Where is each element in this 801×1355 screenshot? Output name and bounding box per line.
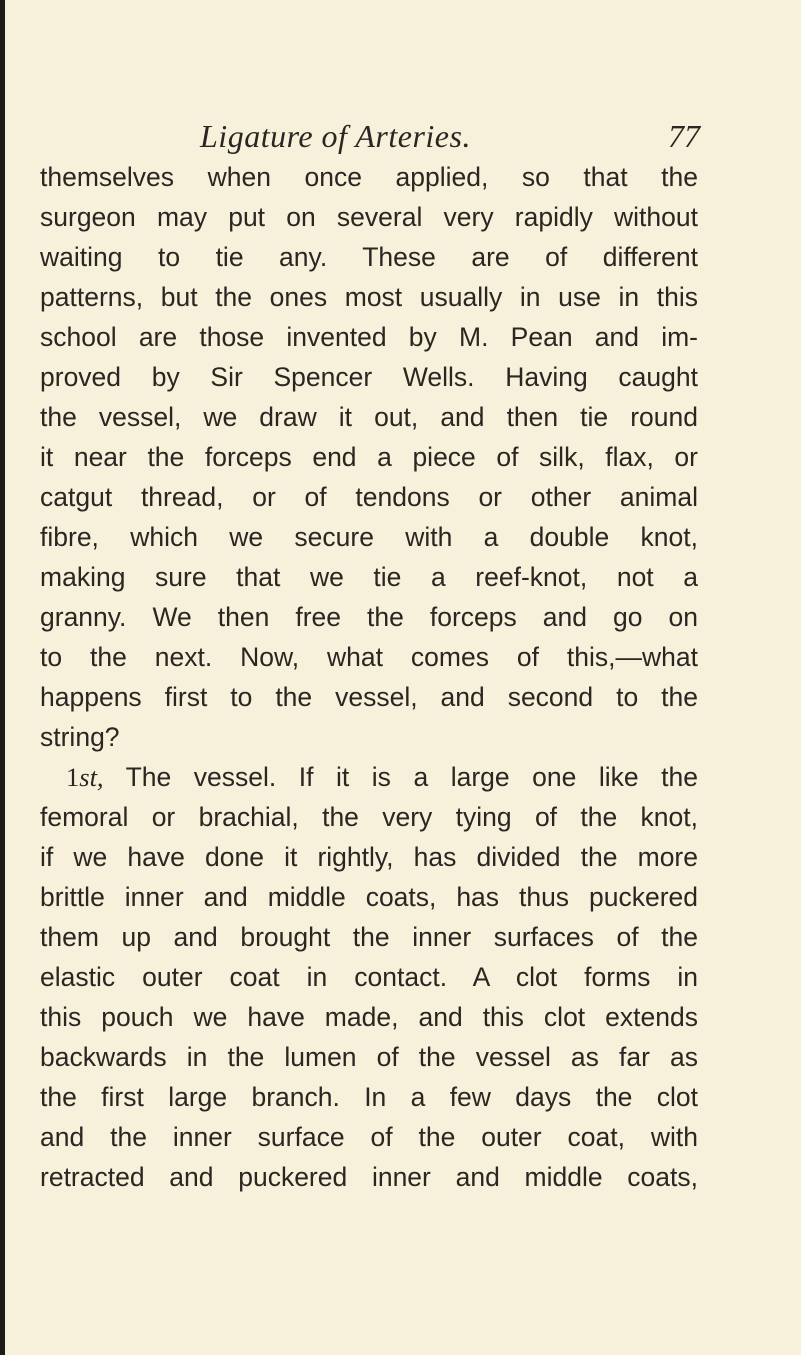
- text-line: to the next. Now, what comes of this,—what: [40, 642, 698, 672]
- text-line: brittle inner and middle coats, has thus puckered: [40, 882, 698, 912]
- text-line: making sure that we tie a reef-knot, not a: [40, 562, 698, 592]
- text-line: them up and brought the inner surfaces of the: [40, 922, 698, 952]
- ordinal-number: 1: [66, 762, 80, 792]
- page-edge: [0, 0, 5, 1355]
- first-line-text: The vessel. If it is a large one like the: [125, 762, 698, 792]
- text-line: patterns, but the ones most usually in use in this: [40, 282, 698, 312]
- text-line: fibre, which we secure with a double knot,: [40, 522, 698, 552]
- text-line: this pouch we have made, and this clot extends: [40, 1002, 698, 1032]
- text-line: surgeon may put on several very rapidly without: [40, 202, 698, 232]
- text-line: the first large branch. In a few days the clot: [40, 1082, 698, 1112]
- paragraph-1: [40, 157, 698, 757]
- text-line: granny. We then free the forceps and go on: [40, 602, 698, 632]
- text-line: and the inner surface of the outer coat, with: [40, 1122, 698, 1152]
- text-line: catgut thread, or of tendons or other animal: [40, 482, 698, 512]
- ordinal-marker: [66, 762, 104, 792]
- text-line: school are those invented by M. Pean and im-: [40, 322, 698, 352]
- text-line: happens first to the vessel, and second to the: [40, 682, 698, 712]
- text-line: string?: [40, 722, 120, 752]
- text-line: waiting to tie any. These are of different: [40, 242, 698, 272]
- paragraph-first-line: [40, 757, 698, 797]
- ordinal-suffix: st,: [79, 762, 104, 792]
- text-line: proved by Sir Spencer Wells. Having caught: [40, 362, 698, 392]
- text-line: elastic outer coat in contact. A clot forms in: [40, 962, 698, 992]
- body-text: [40, 157, 698, 1197]
- text-line: femoral or brachial, the very tying of the knot,: [40, 802, 698, 832]
- text-line: themselves when once applied, so that the: [40, 162, 698, 192]
- page-number: 77: [668, 118, 700, 154]
- text-line: retracted and puckered inner and middle coats,: [40, 1162, 698, 1192]
- text-line: backwards in the lumen of the vessel as far as: [40, 1042, 698, 1072]
- running-title: Ligature of Arteries.: [200, 118, 471, 154]
- paragraph-2: [40, 757, 698, 1197]
- text-line: it near the forceps end a piece of silk, flax, or: [40, 442, 698, 472]
- text-line: the vessel, we draw it out, and then tie round: [40, 402, 698, 432]
- page-header: [200, 118, 700, 162]
- text-line: if we have done it rightly, has divided the more: [40, 842, 698, 872]
